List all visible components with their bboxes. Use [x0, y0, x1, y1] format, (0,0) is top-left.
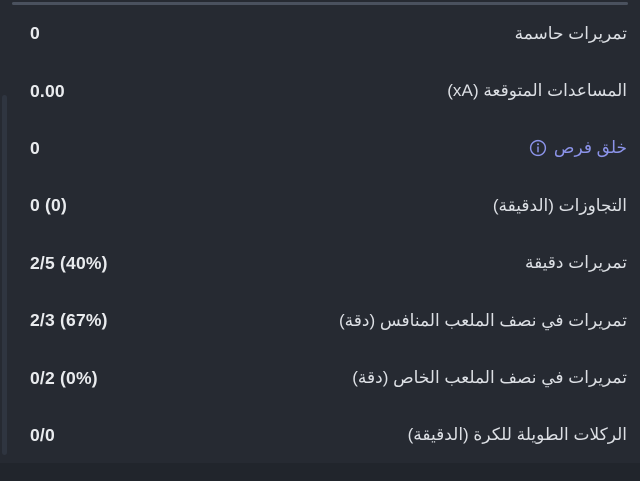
stat-label-text: الركلات الطويلة للكرة (الدقيقة) [407, 425, 627, 445]
stat-row [0, 62, 640, 119]
stat-row [0, 292, 640, 349]
stat-label [408, 425, 627, 445]
stat-value: 0/2 (0%) [30, 367, 98, 388]
stat-row [0, 407, 640, 464]
stat-value: 0 [30, 137, 40, 158]
stat-row [0, 349, 640, 406]
stat-label-text: تمريرات في نصف الملعب المنافس (دقة) [339, 310, 627, 330]
stat-value: 0/0 [30, 424, 55, 445]
stat-label-text: تمريرات في نصف الملعب الخاص (دقة) [352, 368, 627, 388]
stat-label [515, 24, 627, 44]
stat-row [0, 235, 640, 292]
stat-label [447, 81, 627, 101]
stat-label-text: تمريرات دقيقة [524, 253, 627, 273]
stat-label [339, 311, 627, 331]
stat-label [352, 368, 627, 388]
stat-label-text: خلق فرص [553, 138, 627, 158]
stat-row [0, 120, 640, 177]
panel-bottom-gap [0, 463, 640, 472]
stat-label-text: التجاوزات (الدقيقة) [492, 195, 627, 215]
stat-label-text: تمريرات حاسمة [514, 23, 627, 43]
stat-value: 2/5 (40%) [30, 252, 108, 273]
stats-row-list [0, 5, 640, 464]
stat-label [493, 196, 627, 216]
stat-value: 0.00 [30, 80, 65, 101]
stat-value: 0 (0) [30, 195, 67, 216]
stat-label[interactable] [529, 138, 627, 158]
stat-value: 0 [30, 23, 40, 44]
stat-label-text: المساعدات المتوقعة (xA) [447, 81, 627, 101]
stat-row [0, 5, 640, 62]
stat-row [0, 177, 640, 234]
stat-value: 2/3 (67%) [30, 310, 108, 331]
info-icon[interactable] [529, 139, 547, 157]
stat-label [525, 253, 627, 273]
